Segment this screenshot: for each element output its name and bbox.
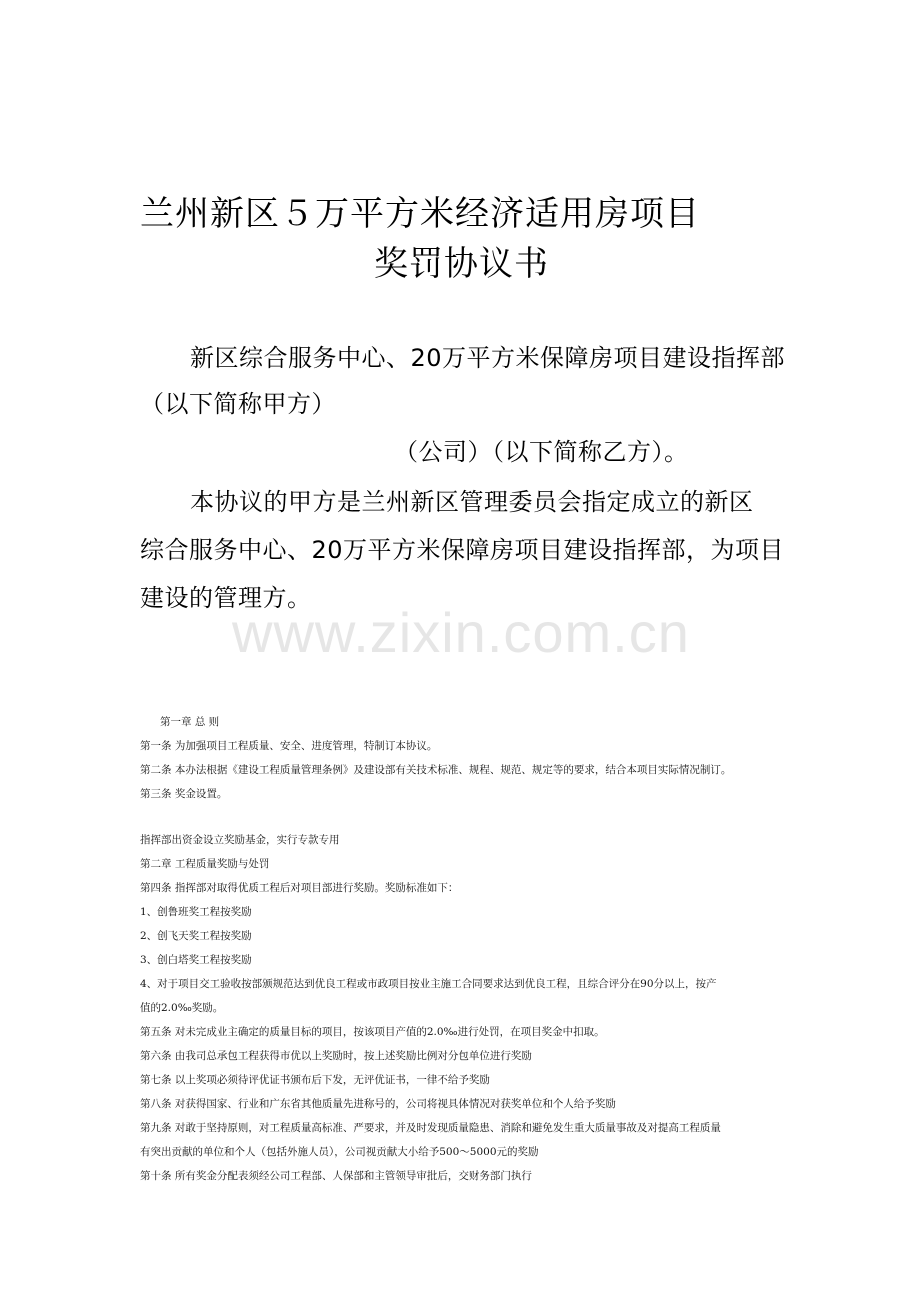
rule-line: 第一条 为加强项目工程质量、安全、进度管理，特制订本协议。 — [140, 740, 438, 752]
rule-line: 第七条 以上奖项必须待评优证书颁布后下发，无评优证书，一律不给予奖励 — [140, 1074, 490, 1086]
rule-line: 4、对于项目交工验收按部颁规范达到优良工程或市政项目按业主施工合同要求达到优良工程，且综合评分在90分以上，按产 — [140, 978, 717, 990]
intro-desc-line1: 本协议的甲方是兰州新区管理委员会指定成立的新区 — [190, 488, 754, 516]
rule-line: 指挥部出资金设立奖励基金，实行专款专用 — [140, 834, 340, 846]
rule-line: 第四条 指挥部对取得优质工程后对项目部进行奖励。奖励标准如下： — [140, 882, 459, 894]
rule-line: 第十条 所有奖金分配表须经公司工程部、人保部和主管领导审批后，交财务部门执行 — [140, 1170, 532, 1182]
rule-line: 3、创白塔奖工程按奖励 — [140, 954, 252, 966]
rule-line: 有突出贡献的单位和个人（包括外施人员），公司视贡献大小给予500～5000元的奖励 — [140, 1146, 539, 1158]
intro-party-b-line: （公司）（以下简称乙方）。 — [394, 438, 689, 466]
intro-desc-line2: 综合服务中心、20万平方米保障房项目建设指挥部，为项目 — [140, 536, 785, 564]
rule-line: 第三条 奖金设置。 — [140, 788, 228, 800]
rule-line: 第二条 本办法根据《建设工程质量管理条例》及建设部有关技术标准、规程、规范、规定等的要求，结合本项目实际情况制订。 — [140, 764, 732, 776]
rule-line: 1、创鲁班奖工程按奖励 — [140, 906, 252, 918]
chapter-heading: 第二章 工程质量奖励与处罚 — [140, 858, 270, 870]
intro-party-a-abbrev: （以下简称甲方） — [140, 390, 336, 418]
rule-line: 值的2.0‰奖励。 — [140, 1002, 224, 1014]
watermark-text: www.zixin.com.cn — [232, 601, 690, 664]
chapter-heading: 第一章 总 则 — [160, 716, 220, 728]
document-title-line1: 兰州新区５万平方米经济适用房项目 — [140, 194, 700, 234]
rule-line: 2、创飞天奖工程按奖励 — [140, 930, 252, 942]
intro-party-a-line: 新区综合服务中心、20万平方米保障房项目建设指挥部 — [190, 344, 786, 372]
rule-line: 第六条 由我司总承包工程获得市优以上奖励时，按上述奖励比例对分包单位进行奖励 — [140, 1050, 532, 1062]
rule-line: 第九条 对敢于坚持原则，对工程质量高标准、严要求，并及时发现质量隐患、消除和避免发生重大质量事故及对提高工程质量 — [140, 1122, 721, 1134]
rule-line: 第八条 对获得国家、行业和广东省其他质量先进称号的，公司将视具体情况对获奖单位和个人给予奖励 — [140, 1098, 616, 1110]
rule-line: 第五条 对未完成业主确定的质量目标的项目，按该项目产值的2.0‰进行处罚，在项目奖金中扣取。 — [140, 1026, 605, 1038]
document-title-line2: 奖罚协议书 — [374, 244, 549, 284]
intro-desc-line3: 建设的管理方。 — [140, 584, 312, 612]
